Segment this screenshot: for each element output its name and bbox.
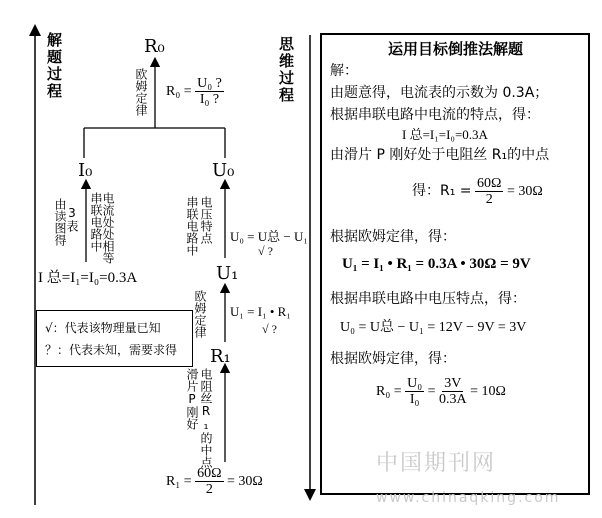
panel-line-3: 根据串联电路中电流的特点，得： bbox=[330, 107, 540, 123]
eq-u1: U₁ = I₁ • R₁ bbox=[230, 304, 291, 319]
panel-line-5: 由滑片 P 刚好处于电阻丝 R₁的中点 bbox=[330, 147, 550, 163]
legend-unknown: ？：代表未知，需要求得 bbox=[45, 343, 178, 357]
law-mid: 欧姆定律 bbox=[193, 290, 207, 338]
eq-r0-question: R₀ = $\frac{\text{U₀ ?}}{\text{I₀ ?}}$ bbox=[166, 76, 222, 108]
node-r1: R₁ bbox=[210, 346, 231, 367]
i0-note-2: 3表 bbox=[65, 206, 79, 232]
panel-eq-4: R₀ = $\frac{\text{U₀}}{\text{I₀}}$ = $\frac{3V}{0.3A}$ = 10Ω bbox=[376, 376, 506, 408]
panel-eq-1: 得：R₁ = $\frac{60\Omega}{2}$ = 30Ω bbox=[412, 176, 543, 208]
panel-line-2: 由题意得，电流表的示数为 0.3A； bbox=[330, 85, 549, 101]
eq-u1-marks: √ ? bbox=[262, 322, 277, 336]
u0-note-1: 串联电路中 bbox=[185, 196, 199, 256]
panel-line-7: 根据串联电路中电压特点，得： bbox=[330, 291, 526, 307]
panel-title: 运用目标倒推法解题 bbox=[388, 40, 524, 58]
node-i0: I₀ bbox=[78, 160, 93, 181]
node-u1: U₁ bbox=[216, 263, 239, 284]
u0-note-2: 电压特点 bbox=[199, 196, 213, 244]
r1-note-1: 滑片P刚好 bbox=[185, 368, 199, 430]
eq-u0: U₀ = U总 − U₁ bbox=[230, 229, 308, 244]
eq-u0-marks: √ ? bbox=[258, 244, 273, 258]
watermark-url: www.chinaqking.com bbox=[376, 490, 561, 506]
panel-line-8: 根据欧姆定律，得： bbox=[330, 351, 456, 367]
i0-note-1: 由读图得 bbox=[53, 198, 67, 246]
panel-line-4: I 总=I₁=I₀=0.3A bbox=[402, 127, 488, 142]
legend-known: √：代表该物理量已知 bbox=[45, 321, 161, 335]
node-u0: U₀ bbox=[212, 160, 235, 181]
i0-note-4: 电流处处相等 bbox=[101, 192, 115, 264]
i0-note-3: 串联电路中 bbox=[89, 192, 103, 252]
law-top: 欧姆定律 bbox=[134, 68, 148, 116]
panel-line-1: 解： bbox=[330, 63, 358, 79]
panel-line-6: 根据欧姆定律，得： bbox=[330, 229, 456, 245]
current-eq: I 总=I₁=I₀=0.3A bbox=[38, 270, 138, 286]
legend-box bbox=[36, 310, 193, 367]
r1-note-2: 电阻丝R₁的中点 bbox=[199, 368, 213, 468]
node-r0: R₀ bbox=[144, 36, 165, 57]
panel-eq-3: U₀ = U总 − U₁ = 12V − 9V = 3V bbox=[340, 320, 527, 335]
watermark-name: 中国期刊网 bbox=[376, 451, 497, 476]
panel-eq-2: U₁ = I₁ • R₁ = 0.3A • 30Ω = 9V bbox=[342, 256, 531, 272]
left-axis-label: 解题过程 bbox=[45, 32, 63, 100]
eq-r1: R₁ = $\frac{60\Omega}{2}$ = 30Ω bbox=[166, 466, 263, 498]
mid-axis-label: 思维过程 bbox=[277, 36, 295, 104]
